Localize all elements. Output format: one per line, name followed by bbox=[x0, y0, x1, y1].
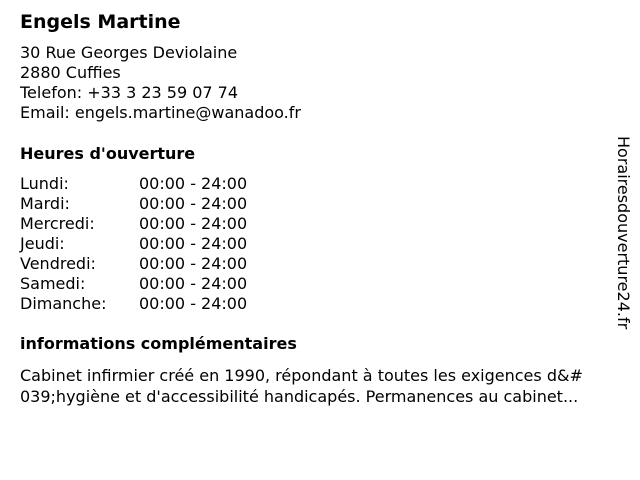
site-watermark bbox=[613, 136, 633, 343]
day-label: Dimanche: bbox=[20, 294, 107, 313]
day-label: Samedi: bbox=[20, 274, 86, 293]
day-label: Mercredi: bbox=[20, 214, 95, 233]
time-range: 00:00 - 24:00 bbox=[139, 214, 248, 233]
time-range: 00:00 - 24:00 bbox=[139, 194, 248, 213]
time-range: 00:00 - 24:00 bbox=[139, 274, 248, 293]
listing-name: Engels Martine bbox=[20, 11, 181, 33]
description-line-1: Cabinet infirmier créé en 1990, répondant à toutes les exigences d&# bbox=[20, 366, 583, 385]
phone-number: Telefon: +33 3 23 59 07 74 bbox=[20, 83, 239, 102]
hours-row-monday bbox=[20, 174, 320, 194]
email-address: Email: engels.martine@wanadoo.fr bbox=[20, 103, 301, 122]
time-range: 00:00 - 24:00 bbox=[139, 294, 248, 313]
time-range: 00:00 - 24:00 bbox=[139, 234, 248, 253]
hours-row-sunday bbox=[20, 294, 320, 314]
day-label: Vendredi: bbox=[20, 254, 96, 273]
time-range: 00:00 - 24:00 bbox=[139, 174, 248, 193]
hours-row-tuesday bbox=[20, 194, 320, 214]
day-label: Mardi: bbox=[20, 194, 70, 213]
description-line-2: 039;hygiène et d'accessibilité handicapés. Permanences au cabinet... bbox=[20, 387, 579, 406]
address-block bbox=[20, 43, 301, 123]
street-address: 30 Rue Georges Deviolaine bbox=[20, 43, 238, 62]
time-range: 00:00 - 24:00 bbox=[139, 254, 248, 273]
hours-row-saturday bbox=[20, 274, 320, 294]
hours-row-friday bbox=[20, 254, 320, 274]
opening-hours-table bbox=[20, 174, 320, 314]
watermark-text: Horairesdouverture24.fr bbox=[614, 136, 633, 330]
hours-row-wednesday bbox=[20, 214, 320, 234]
additional-info-heading: informations complémentaires bbox=[20, 334, 297, 353]
hours-row-thursday bbox=[20, 234, 320, 254]
additional-info-text bbox=[20, 365, 620, 407]
day-label: Lundi: bbox=[20, 174, 69, 193]
city-postcode: 2880 Cuffies bbox=[20, 63, 121, 82]
day-label: Jeudi: bbox=[20, 234, 65, 253]
opening-hours-heading: Heures d'ouverture bbox=[20, 144, 196, 163]
